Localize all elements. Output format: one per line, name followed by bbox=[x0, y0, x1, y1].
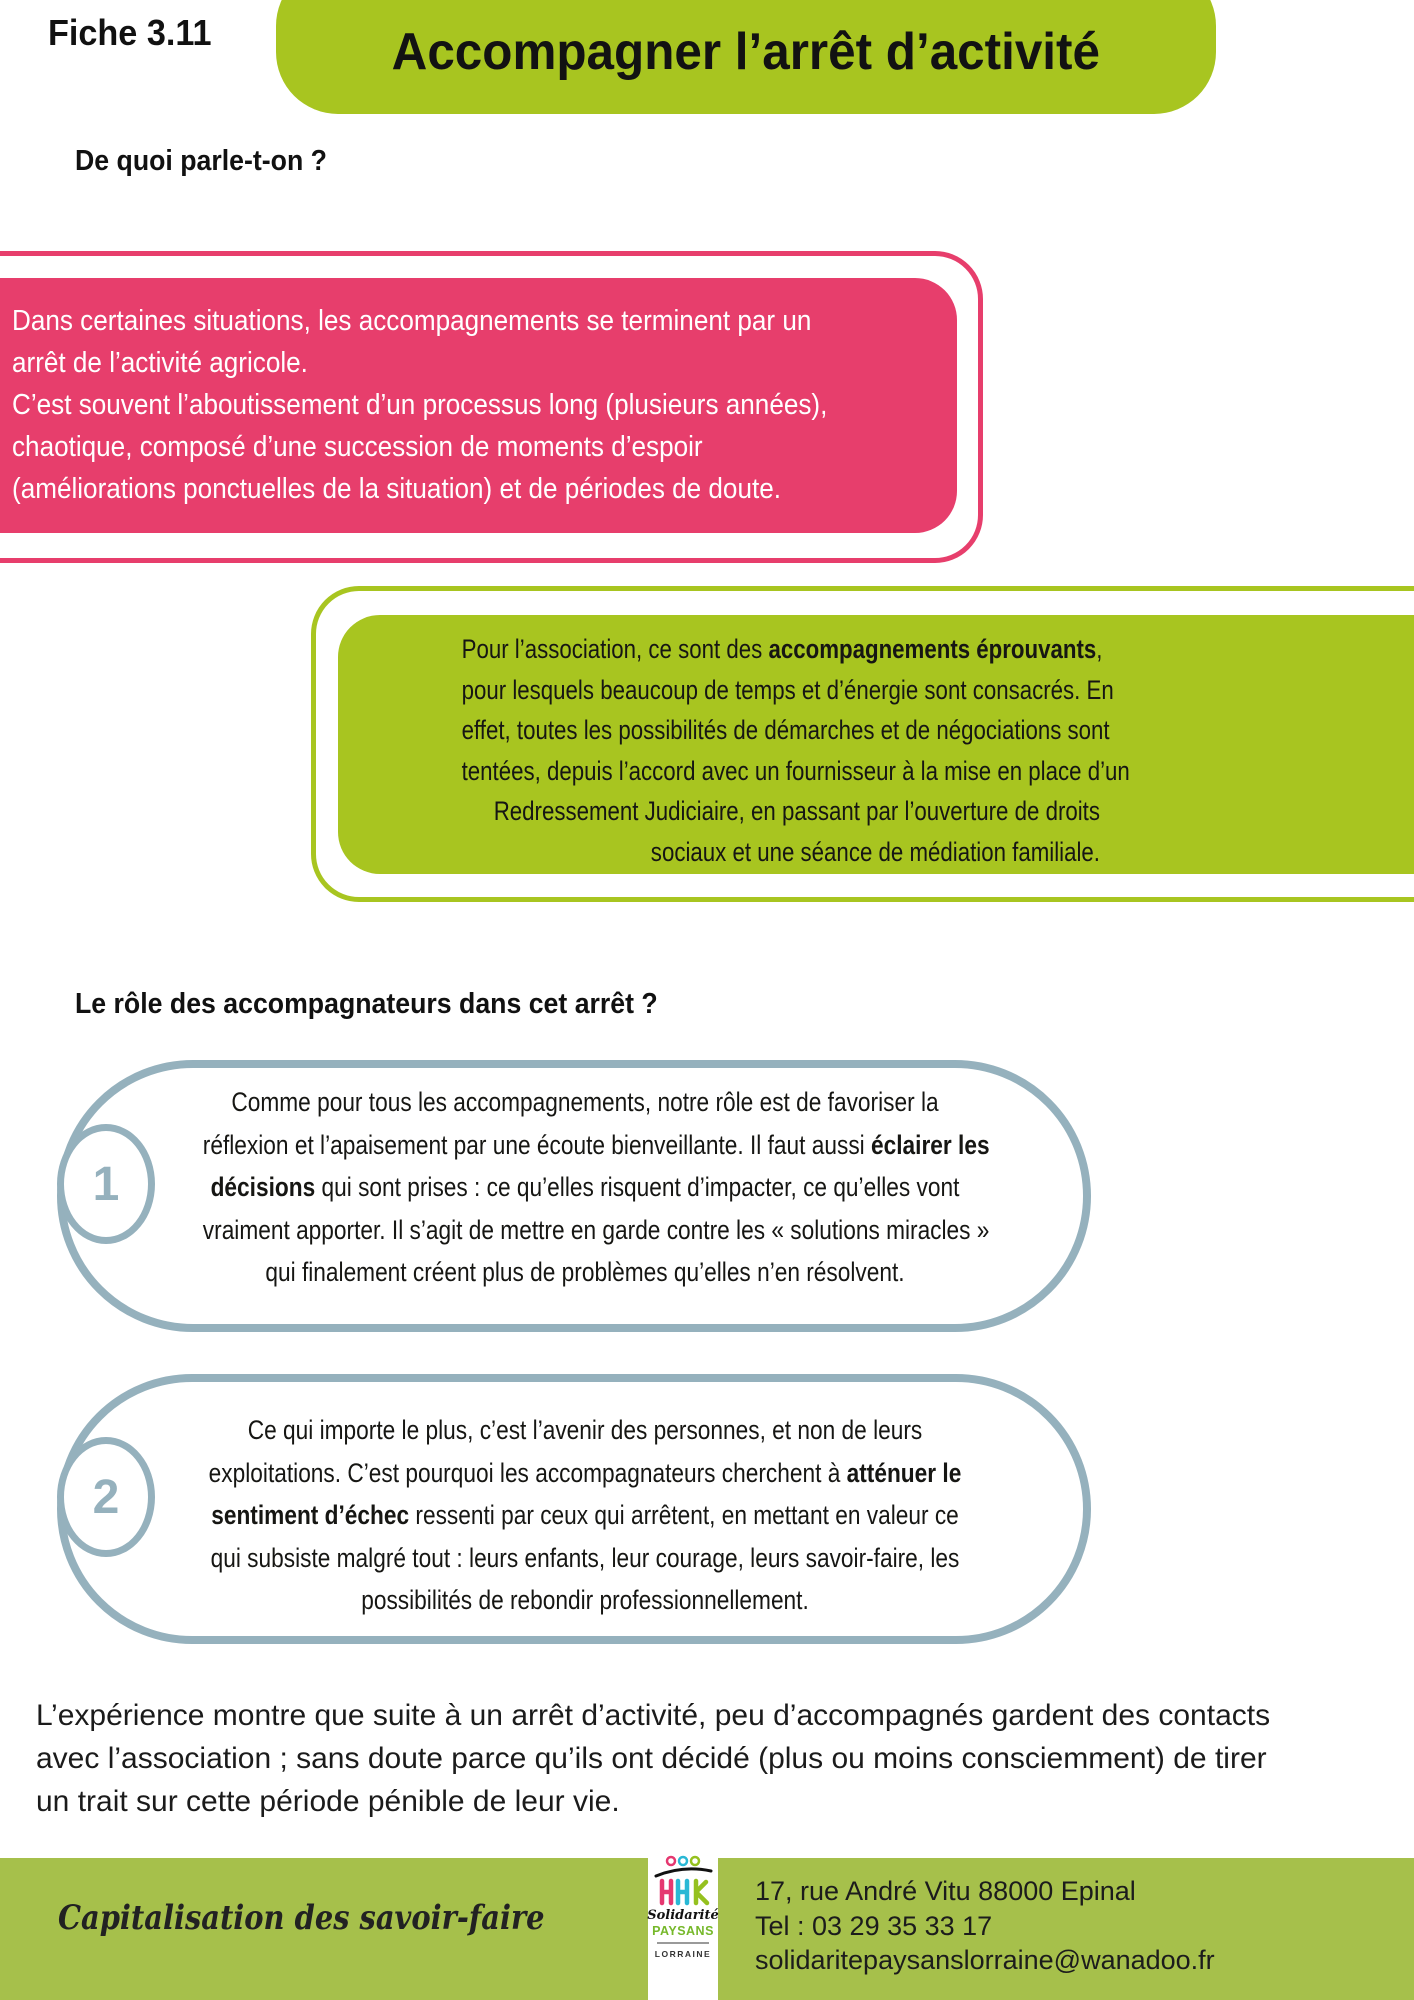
logo-name: Solidarité bbox=[647, 1908, 719, 1923]
green-callout-text: Pour l’association, ce sont des accompagnements éprouvants, pour lesquels beaucoup de temps et d’énergie sont consacrés. En effet, toutes les possibilités de démarches et de négociations sont tentées, depuis l’accord avec un fournisseur à la mise en place d’un Redressement Judiciaire, en passant par l’ouverture de droits sociaux et une séance de médiation familiale. bbox=[461, 634, 1130, 867]
footer-address: 17, rue André Vitu 88000 Epinal bbox=[755, 1876, 1136, 1906]
logo-name2: PAYSANS bbox=[652, 1924, 714, 1938]
bubble-1-number: 1 bbox=[92, 1157, 120, 1211]
page-title: Accompagner l’arrêt d’activité bbox=[391, 23, 1101, 81]
footer-contact bbox=[755, 1874, 1215, 1978]
bubble-2-number: 2 bbox=[92, 1470, 120, 1524]
fiche-number-label: Fiche 3.11 bbox=[48, 12, 212, 53]
bubble-2-number-badge bbox=[57, 1437, 155, 1557]
footer-email: solidaritepaysanslorraine@wanadoo.fr bbox=[755, 1945, 1215, 1975]
bubble-1-number-badge bbox=[57, 1124, 155, 1244]
section-heading-what: De quoi parle-t-on ? bbox=[75, 145, 327, 177]
footer-phone: Tel : 03 29 35 33 17 bbox=[755, 1910, 993, 1941]
logo-divider bbox=[657, 1942, 709, 1944]
section-heading-role: Le rôle des accompagnateurs dans cet arrêt ? bbox=[75, 988, 658, 1020]
bubble-1-text: Comme pour tous les accompagnements, notre rôle est de favoriser la réflexion et l’apaisement par une écoute bienveillante. Il faut aussi éclairer les décisions qui sont prises : ce qu’elles risquent d’impacter, ce qu’elles vont vraiment apporter. Il s’agit de mettre en garde contre les « solutions miracles » qui finalement créent plus de problèmes qu’elles n’en résolvent. bbox=[202, 1087, 990, 1287]
footer-tagline: Capitalisation des savoir-faire bbox=[58, 1898, 545, 1938]
logo-region: LORRAINE bbox=[654, 1949, 712, 1959]
title-banner bbox=[276, 0, 1216, 114]
solidarite-paysans-logo bbox=[648, 1852, 718, 2000]
pink-callout-text: Dans certaines situations, les accompagnements se terminent par un arrêt de l’activité agricole. C’est souvent l’aboutissement d’un processus long (plusieurs années), chaotique, composé d’une succession de moments d’espoir (améliorations ponctuelles de la situation) et de périodes de doute. bbox=[12, 305, 828, 505]
logo-people-icon bbox=[651, 1855, 715, 1907]
bubble-2-text: Ce qui importe le plus, c’est l’avenir des personnes, et non de leurs exploitations. C’est pourquoi les accompagnateurs cherchent à atténuer le sentiment d’échec ressenti par ceux qui arrêtent, en mettant en valeur ce qui subsiste malgré tout : leurs enfants, leur courage, leurs savoir-faire, les possibilités de rebondir professionnellement. bbox=[208, 1415, 962, 1615]
closing-paragraph: L’expérience montre que suite à un arrêt d’activité, peu d’accompagnés gardent des contacts avec l’association ; sans doute parce qu’ils ont décidé (plus ou moins consciemment) de tirer un trait sur cette période pénible de leur vie. bbox=[36, 1699, 1271, 1818]
